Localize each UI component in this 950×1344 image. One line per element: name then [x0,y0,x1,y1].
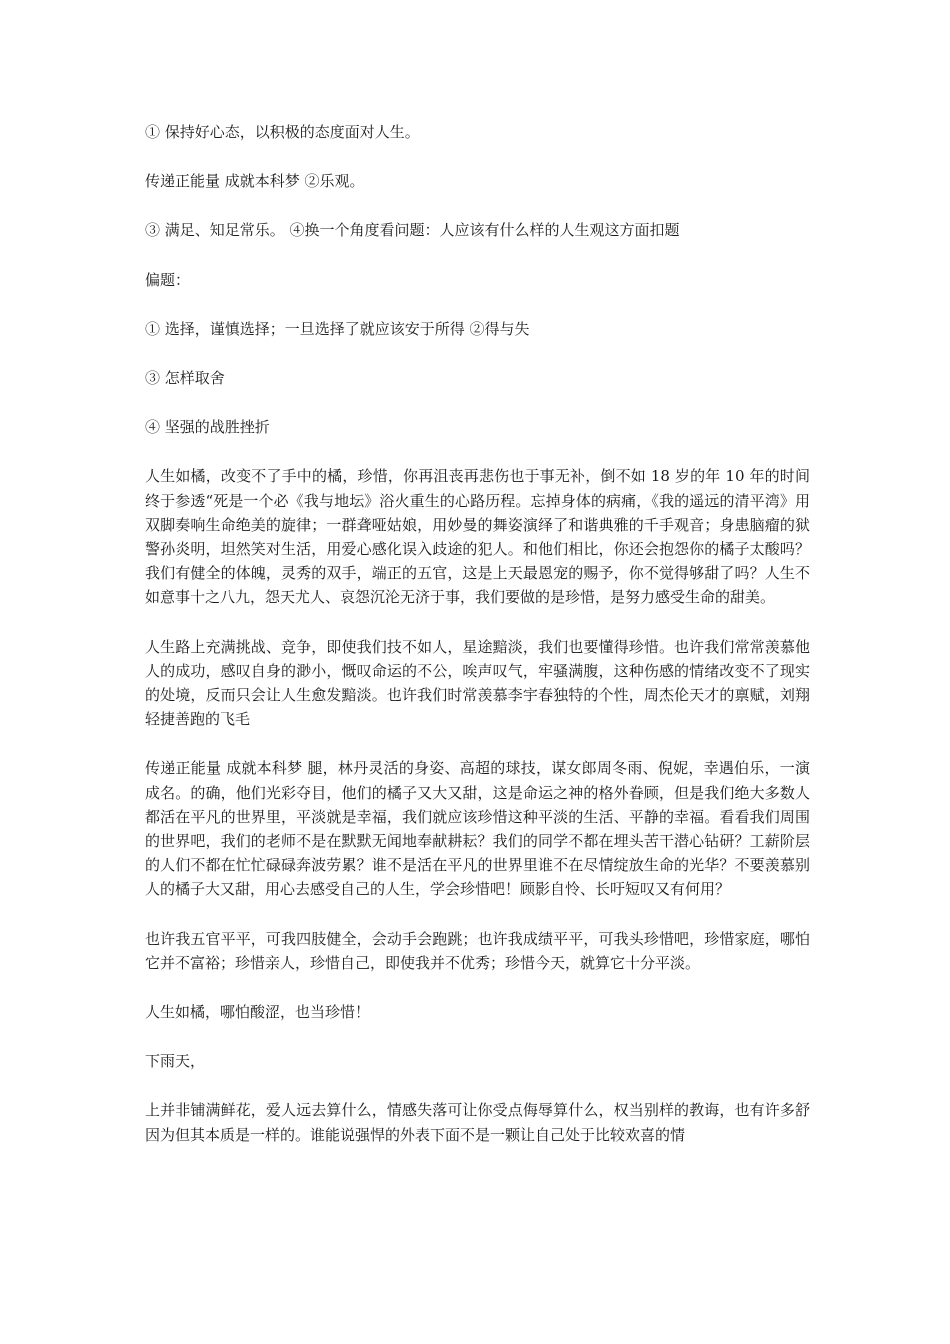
paragraph-10: 传递正能量 成就本科梦 腿，林丹灵活的身姿、高超的球技，谋女郎周冬雨、倪妮，幸遇伯乐，一演成名。的确，他们光彩夺目，他们的橘子又大又甜，这是命运之神的格外眷顾，但是我们绝大多数人都活在平凡的世界里，平淡就是幸福，我们就应该珍惜这种平淡的生活、平静的幸福。看看我们周围的世界吧，我们的老师不是在默默无闻地奉献耕耘？我们的同学不都在埋头苦干潜心钻研？工薪阶层的人们不都在忙忙碌碌奔波劳累？谁不是活在平凡的世界里谁不在尽情绽放生命的光华？不要羡慕别人的橘子大又甜，用心去感受自己的人生，学会珍惜吧！顾影自怜、长吁短叹又有何用？ [145,759,810,899]
paragraph-5: ① 选择，谨慎选择；一旦选择了就应该安于所得 ②得与失 [145,319,530,338]
paragraph-4: 偏题： [145,270,191,289]
paragraph-1: ① 保持好心态，以积极的态度面对人生。 [145,123,420,141]
paragraph-13: 下雨天， [145,1052,206,1071]
paragraph-2: 传递正能量 成就本科梦 ②乐观。 [145,172,365,191]
paragraph-7: ④ 坚强的战胜挫折 [145,418,270,437]
paragraph-3: ③ 满足、知足常乐。 ④换一个角度看问题：人应该有什么样的人生观这方面扣题 [145,221,680,240]
paragraph-8: 人生如橘，改变不了手中的橘，珍惜，你再沮丧再悲伤也于事无补，倒不如 18 岁的年 10 年的时间终于参透“死是一个必《我与地坛》浴火重生的心路历程。忘掉身体的病痛，《我的遥远的清平湾》用双脚奏响生命绝美的旋律；一群聋哑姑娘，用妙曼的舞姿演绎了和谐典雅的千手观音；身患脑瘤的狱警孙炎明，坦然笑对生活，用爱心感化误入歧途的犯人。和他们相比，你还会抱怨你的橘子太酸吗？我们有健全的体魄，灵秀的双手，端正的五官，这是上天最恩宠的赐予，你不觉得够甜了吗？人生不如意事十之八九，怨天尤人、哀怨沉沦无济于事，我们要做的是珍惜，是努力感受生命的甜美。 [145,467,810,607]
paragraph-6: ③ 怎样取舍 [145,369,225,388]
document-body [145,120,810,1172]
paragraph-9: 人生路上充满挑战、竞争，即使我们技不如人，星途黯淡，我们也要懂得珍惜。也许我们常常羡慕他人的成功，感叹自身的渺小，慨叹命运的不公，唉声叹气，牢骚满腹，这种伤感的情绪改变不了现实的处境，反而只会让人生愈发黯淡。也许我们时常羡慕李宇春独特的个性，周杰伦天才的禀赋，刘翔轻捷善跑的飞毛 [145,637,810,729]
paragraph-14: 上并非铺满鲜花，爱人远去算什么，情感失落可让你受点侮辱算什么，权当别样的教诲，也有许多舒因为但其本质是一样的。谁能说强悍的外表下面不是一颗让自己处于比较欢喜的情 [145,1101,810,1144]
paragraph-12: 人生如橘，哪怕酸涩，也当珍惜！ [145,1003,371,1022]
paragraph-11: 也许我五官平平，可我四肢健全，会动手会跑跳；也许我成绩平平，可我头珍惜吧，珍惜家庭，哪怕它并不富裕；珍惜亲人，珍惜自己，即使我并不优秀；珍惜今天，就算它十分平淡。 [145,929,810,972]
